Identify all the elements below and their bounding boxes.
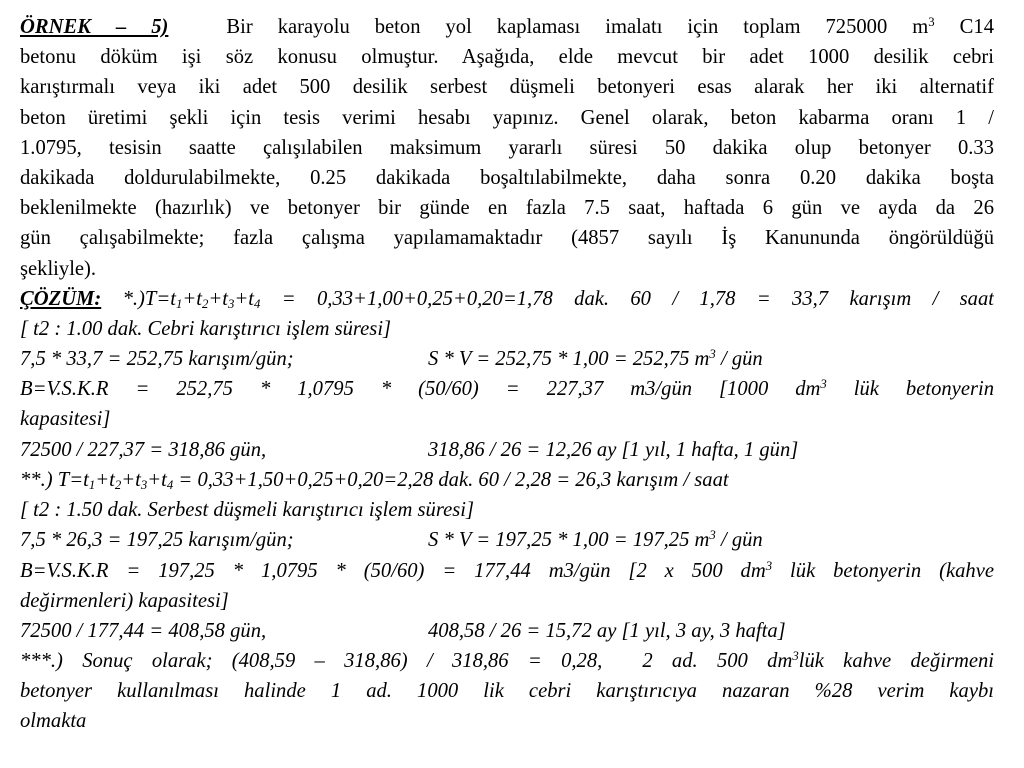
conclusion-line-2: betonyer kullanılması halinde 1 ad. 1000 lik cebri karıştırıcıya nazaran %28 verim kaybı bbox=[20, 680, 994, 703]
solution-bvskr-a-cont: kapasitesi] bbox=[20, 408, 111, 431]
solution-days-a: 72500 / 227,37 = 318,86 gün, 318,86 / 26 = 12,26 ay [1 yıl, 1 hafta, 1 gün] bbox=[20, 438, 799, 461]
example-line-6: dakikada doldurulabilmekte, 0.25 dakikada boşaltılabilmekte, daha sonra 0.20 dakika boşta bbox=[20, 166, 994, 189]
example-line-8: gün çalışabilmekte; fazla çalışma yapılamamaktadır (4857 sayılı İş Kanununda öngörüldüğü bbox=[20, 227, 994, 250]
solution-label: ÇÖZÜM: bbox=[20, 287, 102, 310]
solution-daily-a: 7,5 * 33,7 = 252,75 karışım/gün; S * V = 252,75 * 1,00 = 252,75 $m^3$ / gün bbox=[20, 347, 763, 371]
conclusion-line-1: ***.) Sonuç olarak; (408,59 – 318,86) / 318,86 = 0,28, 2 ad. 500 $dm^3lük$ kahve değirmeni bbox=[20, 649, 994, 673]
example-line-9: şekliyle). bbox=[20, 257, 97, 280]
solution-note-a: [ t2 : 1.00 dak. Cebri karıştırıcı işlem süresi] bbox=[20, 317, 392, 340]
example-line-5: 1.0795, tesisin saatte çalışılabilen maksimum yararlı süresi 50 dakika olup betonyer 0.33 bbox=[20, 136, 994, 159]
example-label: ÖRNEK – 5) bbox=[20, 16, 169, 38]
solution-bvskr-b: B=V.S.K.R = 197,25 * 1,0795 * (50/60) = 177,44 m3/gün [2 x 500 $dm^3$ lük betonyerin (kahve bbox=[20, 558, 994, 582]
solution-daily-b: 7,5 * 26,3 = 197,25 karışım/gün; S * V = 197,25 * 1,00 = 197,25 $m^3$ / gün bbox=[20, 528, 763, 552]
example-line-7: beklenilmekte (hazırlık) ve betonyer bir günde en fazla 7.5 saat, haftada 6 gün ve ayda da 26 bbox=[20, 197, 994, 220]
example-line-2: betonu döküm işi söz konusu olmuştur. Aşağıda, elde mevcut bir adet 1000 desilik cebri bbox=[20, 46, 994, 69]
solution-note-b: [ t2 : 1.50 dak. Serbest düşmeli karıştırıcı işlem süresi] bbox=[20, 499, 474, 522]
solution-days-b: 72500 / 177,44 = 408,58 gün, 408,58 / 26 = 15,72 ay [1 yıl, 3 ay, 3 hafta] bbox=[20, 619, 786, 642]
example-line-3: karıştırmalı veya iki adet 500 desilik serbest düşmeli betonyeri esas alarak her iki alternatif bbox=[20, 76, 994, 99]
solution-bvskr-b-cont: değirmenleri) kapasitesi] bbox=[20, 589, 229, 612]
conclusion-line-3: olmakta bbox=[20, 710, 87, 733]
solution-formula-b: **.) $T=t_1+t_2+t_3+t_4 = 0,33+1,50+0,25+0,20=2,28$ dak. 60 / 2,28 = 26,3 karışım / saat bbox=[20, 468, 729, 493]
example-line-4: beton üretimi şekli için tesis verimi hesabı yapınız. Genel olarak, beton kabarma oranı 1 / bbox=[20, 106, 994, 129]
example-line-1: ÖRNEK – 5) Bir karayolu beton yol kaplaması imalatı için toplam 725000 $m^3$ C14 bbox=[20, 14, 994, 38]
solution-formula-a: ÇÖZÜM: $*.)T=t_1+t_2+t_3+t_4 = 0,33+1,00+0,25+0,20=1,78$ dak. 60 / 1,78 = 33,7 karışım / saat bbox=[20, 287, 994, 311]
solution-bvskr-a: B=V.S.K.R = 252,75 * 1,0795 * (50/60) = 227,37 m3/gün [1000 $dm^3$ lük betonyerin bbox=[20, 377, 994, 401]
